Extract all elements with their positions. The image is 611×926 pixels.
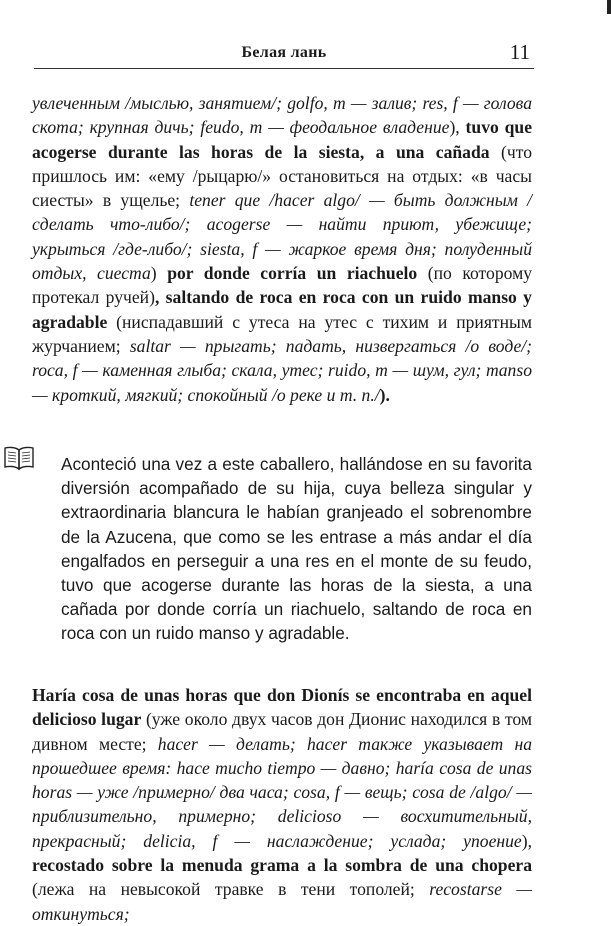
running-header	[34, 34, 534, 69]
spanish-phrase: recostado sobre la menuda grama a la sombra de una chopera	[32, 855, 532, 876]
translation-text: )	[150, 263, 168, 284]
gloss-note: recostarse — откинуться;	[32, 879, 533, 924]
original-text-paragraph: Aconteció una vez a este caballero, hallándose en su favorita diversión acompañado de su hija, cuya belleza singular y extraordinaria blancura le habían granjeado el sobrenombre de la Azucena, que como se les entrase a más andar el día engalfados en perseguir a una res en el monte de su feudo, tuvo que acogerse durante las horas de la siesta, a una cañada por donde corría un riachuelo, saltando de roca en roca con un ruido manso y agradable.	[61, 454, 532, 644]
gloss-note: tener que /hacer algo/ — быть должным /сделать что-либо/; acogerse — найти приют, убежище; укрыться /где-либо/; siesta, f — жаркое время дня; полуденный отдых, сиеста	[32, 190, 532, 284]
running-title: Белая лань	[241, 44, 327, 61]
spanish-phrase: Haría cosa de unas horas que don Dionís se encontraba en aquel delicioso lugar	[32, 685, 532, 730]
annotated-paragraph-1	[32, 91, 532, 407]
translation-text: ),	[521, 830, 532, 851]
spanish-phrase: , saltando de roca en roca con un ruido manso y agradable	[32, 287, 532, 332]
gloss-note: hacer — делать; hacer также указывает на прошедшее время: hace mucho tiempo — давно; haría cosa de unas horas — уже /примерно/ два часа; cosa, f — вещь; cosa de /algo/ — приблизительно, примерно; delicioso — восхитительный, прекрасный; delicia, f — наслаждение; услада; упоение	[32, 733, 532, 851]
open-book-icon	[4, 445, 34, 471]
translation-text: (по которому протекал ручей)	[32, 263, 533, 308]
page-number: 11	[509, 40, 530, 64]
translation-text: (что пришлось им: «ему /рыцарю/» остановиться на отдых: «в часы сиесты» в ущелье;	[32, 141, 532, 211]
page-corner-mark	[607, 0, 611, 14]
gloss-note: увлеченным /мыслью, занятием/; golfo, m — залив; res, f — голова скота; крупная дичь; feudo, m — феодальное владение	[32, 93, 532, 138]
translation-text: (лежа на невысокой травке в тени тополей;	[32, 879, 430, 900]
annotated-paragraph-2	[32, 683, 532, 926]
translation-text: (ниспадавший с утеса на утес с тихим и приятным журчанием;	[32, 311, 532, 356]
spanish-phrase: por donde corría un riachuelo	[167, 263, 418, 284]
translation-text: (уже около двух часов дон Дионис находился в том дивном месте;	[32, 709, 532, 754]
gloss-note: saltar — прыгать; падать, низвергаться /о воде/; roca, f — каменная глыба; скала, утес; ruido, m — шум, гул; manso — кроткий, мягкий; спокойный /о реке и т. п./	[32, 335, 533, 405]
spanish-phrase: ).	[379, 384, 390, 405]
translation-text: ),	[449, 117, 466, 138]
spanish-phrase: tuvo que acogerse durante las horas de la siesta, a una cañada	[32, 117, 533, 162]
